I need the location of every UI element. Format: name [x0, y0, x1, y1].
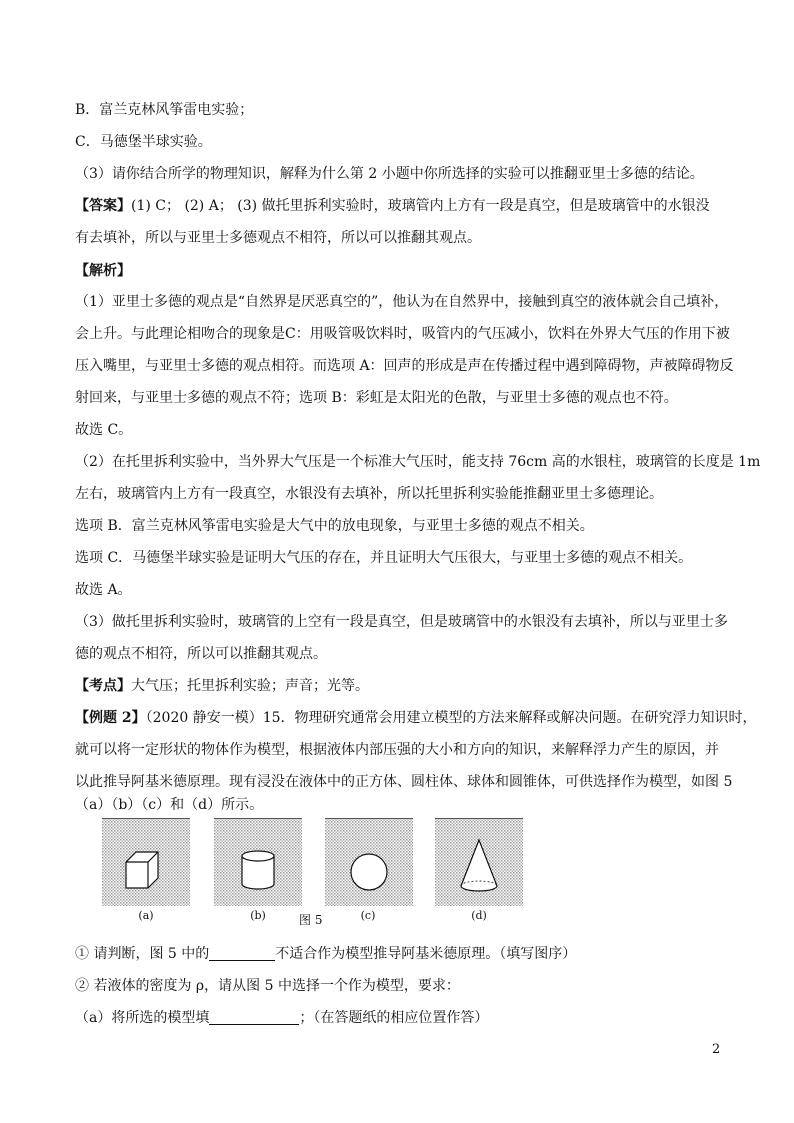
analysis-line-5: 故选 C。 [75, 422, 133, 438]
page-number: 2 [712, 1042, 721, 1057]
question-1-post: 不适合作为模型推导阿基米德原理。（填写图序） [275, 946, 577, 962]
example-2-line-3: 以此推导阿基米德原理。现有浸没在液体中的正方体、圆柱体、球体和圆锥体，可供选择作为模型，如图 5 [75, 774, 733, 790]
analysis-line-11: （3）做托里拆利实验时，玻璃管的上空有一段是真空，但是玻璃管中的水银没有去填补，所以与亚里士多 [75, 614, 728, 630]
analysis-line-6: （2）在托里拆利实验中，当外界大气压是一个标准大气压时，能支持 76cm 高的水银柱，玻璃管的长度是 1m [75, 454, 761, 470]
analysis-tag: 【解析】 [75, 263, 131, 279]
analysis-line-12: 德的观点不相符，所以可以推翻其观点。 [75, 646, 327, 662]
question-3-sub [75, 1009, 488, 1027]
example-2-line [75, 709, 757, 727]
analysis-line-2: 会上升。与此理论相吻合的现象是C：用吸管吸饮料时，吸管内的气压减小，饮料在外界大气压的作用下被 [75, 326, 730, 342]
figure-sphere [325, 818, 413, 906]
analysis-line-3: 压入嘴里，与亚里士多德的观点相符。而选项 A：回声的形成是声在传播过程中遇到障碍物，声被障碍物反 [75, 358, 734, 374]
figure-title: 图 5 [299, 913, 323, 927]
caption-a: (a) [138, 909, 154, 922]
answer-blank-1[interactable] [209, 946, 275, 961]
figure-cylinder [214, 818, 302, 906]
example-2-tag: 【例题 2】 [75, 710, 146, 726]
question-3: （3）请你结合所学的物理知识，解释为什么第 2 小题中你所选择的实验可以推翻亚里士多德的结论。 [75, 166, 704, 182]
question-3-post: ；（在答题纸的相应位置作答） [299, 1010, 489, 1026]
figure-cube [102, 818, 190, 906]
analysis-line-9: 选项 C．马德堡半球实验是证明大气压的存在，并且证明大气压很大，与亚里士多德的观点不相关。 [75, 550, 693, 566]
answer-line-2: 有去填补，所以与亚里士多德观点不相符，所以可以推翻其观点。 [75, 230, 481, 246]
figure-cone [435, 818, 523, 906]
caption-c: (c) [360, 909, 376, 922]
question-1-pre: ① 请判断，图 5 中的 [75, 946, 210, 962]
question-3-pre: （a）将所选的模型填 [75, 1010, 210, 1026]
answer-text: (1) C； (2) A； (3) 做托里拆利实验时，玻璃管内上方有一段是真空，但是玻璃管中的水银没 [131, 198, 710, 214]
line-option-c: C．马德堡半球实验。 [75, 134, 212, 150]
kaodian-tag: 【考点】 [75, 678, 131, 694]
line-option-b: B．富兰克林风筝雷电实验； [75, 102, 254, 118]
answer-line [75, 197, 710, 215]
kaodian-text: 大气压；托里拆利实验；声音；光等。 [131, 678, 369, 694]
caption-d: (d) [471, 909, 487, 922]
answer-tag: 【答案】 [75, 198, 131, 214]
caption-b: (b) [250, 909, 266, 922]
example-2-line-4: （a）（b）（c）和（d）所示。 [75, 797, 264, 813]
analysis-line-8: 选项 B．富兰克林风筝雷电实验是大气中的放电现象，与亚里士多德的观点不相关。 [75, 518, 594, 534]
analysis-line-10: 故选 A。 [75, 582, 132, 598]
example-2-text: （2020 静安一模）15．物理研究通常会用建立模型的方法来解释或解决问题。在研究浮力知识时， [145, 710, 757, 726]
analysis-line-7: 左右，玻璃管内上方有一段真空，水银没有去填补，所以托里拆利实验能推翻亚里士多德理论。 [75, 486, 663, 502]
question-2: ② 若液体的密度为 ρ，请从图 5 中选择一个作为模型，要求： [75, 978, 460, 994]
analysis-line-1: （1）亚里士多德的观点是“自然界是厌恶真空的”，他认为在自然界中，接触到真空的液体就会自己填补， [75, 294, 729, 310]
question-1 [75, 945, 576, 963]
answer-blank-2[interactable] [209, 1010, 299, 1025]
kaodian-line [75, 677, 369, 695]
example-2-line-2: 就可以将一定形状的物体作为模型，根据液体内部压强的大小和方向的知识，来解释浮力产生的原因，并 [75, 742, 719, 758]
analysis-line-4: 射回来，与亚里士多德的观点不符；选项 B：彩虹是太阳光的色散，与亚里士多德的观点也不符。 [75, 390, 678, 406]
